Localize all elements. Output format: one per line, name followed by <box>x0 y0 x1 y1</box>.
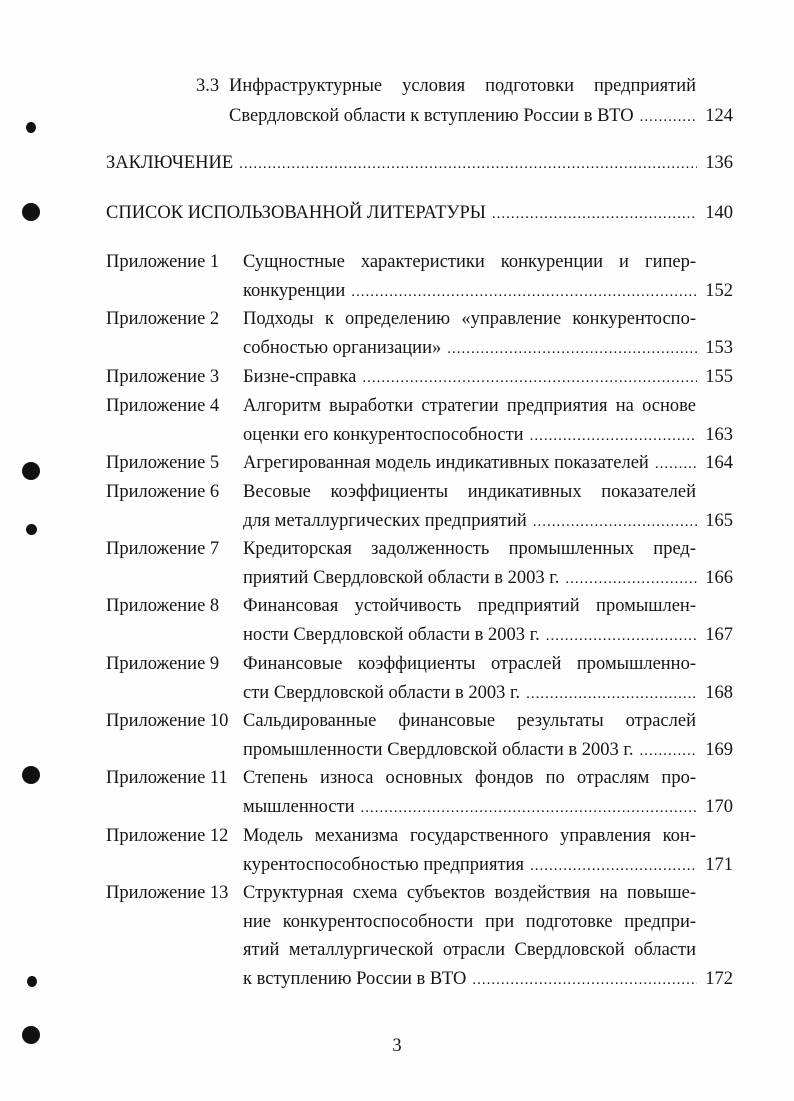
appendix-title-last-line <box>243 967 733 992</box>
appendix-title-last-line <box>243 795 733 820</box>
appendix-title-line: Кредиторская задолженность промышленных пред- <box>243 539 696 559</box>
appendix-label: Приложение 4 <box>106 396 220 416</box>
appendix-title-line: Весовые коэффициенты индикативных показателей <box>243 482 696 502</box>
toc-entry-text: к вступлению России в ВТО <box>243 968 467 989</box>
toc-page-number: 166 <box>705 567 733 588</box>
punch-hole <box>22 203 40 221</box>
toc-entry-text: промышленности Свердловской области в 2003 г. <box>243 739 634 760</box>
appendix-title-line: Сальдированные финансовые результаты отраслей <box>243 711 696 731</box>
toc-page-number: 140 <box>705 203 733 223</box>
dot-leader <box>546 624 697 648</box>
appendix-label: Приложение 11 <box>106 768 228 788</box>
toc-page-number: 124 <box>705 106 733 126</box>
appendix-label: Приложение 9 <box>106 654 220 674</box>
appendix-title-last-line <box>243 566 733 591</box>
toc-entry-text: конкуренции <box>243 280 346 301</box>
appendix-title-last-line <box>243 451 733 476</box>
punch-hole <box>22 766 40 784</box>
toc-page-number: 136 <box>705 153 733 173</box>
toc-page-number: 169 <box>705 739 733 760</box>
appendix-label: Приложение 1 <box>106 252 220 272</box>
toc-entry-text: мышленности <box>243 796 355 817</box>
toc-entry-text: Агрегированная модель индикативных показателей <box>243 453 649 473</box>
appendix-label: Приложение 13 <box>106 883 229 903</box>
toc-entry-3-3-line2 <box>229 104 733 129</box>
dot-leader <box>362 366 697 390</box>
dot-leader <box>565 567 697 591</box>
toc-entry-text: СПИСОК ИСПОЛЬЗОВАННОЙ ЛИТЕРАТУРЫ <box>106 203 486 223</box>
toc-page-number: 167 <box>705 624 733 645</box>
toc-entry-text: Бизне-справка <box>243 367 357 387</box>
toc-page-number: 165 <box>705 510 733 531</box>
appendix-title-line: Сущностные характеристики конкуренции и гипер- <box>243 252 696 272</box>
toc-entry-3-3-number: 3.3 <box>196 76 220 96</box>
toc-page-number: 168 <box>705 682 733 703</box>
appendix-label: Приложение 2 <box>106 309 220 329</box>
appendix-title-line: Степень износа основных фондов по отраслям про- <box>243 768 696 788</box>
punch-hole <box>22 462 40 480</box>
appendix-title-last-line <box>243 509 733 534</box>
appendix-title-last-line <box>243 365 733 390</box>
dot-leader <box>655 452 697 476</box>
appendix-title-last-line <box>243 336 733 361</box>
appendix-title-last-line <box>243 423 733 448</box>
appendix-label: Приложение 12 <box>106 826 229 846</box>
punch-hole-mark <box>26 524 37 535</box>
dot-leader <box>640 105 697 129</box>
dot-leader <box>472 968 697 992</box>
dot-leader <box>239 152 697 176</box>
dot-leader <box>447 337 697 361</box>
toc-page-number: 163 <box>705 424 733 445</box>
appendix-title-line: Финансовые коэффициенты отраслей промышленно- <box>243 654 696 674</box>
toc-page-number: 170 <box>705 796 733 817</box>
punch-hole-mark <box>26 122 36 133</box>
toc-entry-text: собностью организации» <box>243 337 442 358</box>
toc-entry-text: ности Свердловской области в 2003 г. <box>243 624 540 645</box>
appendix-title-last-line <box>243 279 733 304</box>
toc-entry-text: для металлургических предприятий <box>243 510 527 531</box>
dot-leader <box>526 682 697 706</box>
toc-page-number: 155 <box>705 367 733 387</box>
toc-entry-references <box>106 201 733 226</box>
toc-entry-text: курентоспособностью предприятия <box>243 854 524 875</box>
appendix-title-line: Алгоритм выработки стратегии предприятия на основе <box>243 396 696 416</box>
appendix-title-last-line <box>243 738 733 763</box>
toc-page-number: 153 <box>705 337 733 358</box>
dot-leader <box>530 854 697 878</box>
appendix-title-last-line <box>243 853 733 878</box>
appendix-label: Приложение 10 <box>106 711 229 731</box>
punch-hole-mark <box>27 976 37 987</box>
toc-entry-conclusion <box>106 151 733 176</box>
appendix-label: Приложение 6 <box>106 482 220 502</box>
appendix-title-line: Подходы к определению «управление конкурентоспо- <box>243 309 696 329</box>
toc-page-number: 172 <box>705 968 733 989</box>
appendix-label: Приложение 5 <box>106 453 220 473</box>
appendix-title-line: ятий металлургической отрасли Свердловской области <box>243 940 696 961</box>
toc-page-number: 171 <box>705 854 733 875</box>
appendix-title-line: ние конкурентоспособности при подготовке предпри- <box>243 911 696 932</box>
toc-entry-text: ЗАКЛЮЧЕНИЕ <box>106 153 234 173</box>
dot-leader <box>530 424 697 448</box>
appendix-label: Приложение 8 <box>106 596 220 616</box>
dot-leader <box>361 796 697 820</box>
toc-entry-text: Свердловской области к вступлению России в ВТО <box>229 106 634 126</box>
toc-entry-3-3-line1: Инфраструктурные условия подготовки предприятий <box>229 76 696 96</box>
appendix-title-line: Модель механизма государственного управления кон- <box>243 826 696 846</box>
appendix-title-line: Финансовая устойчивость предприятий промышлен- <box>243 596 696 616</box>
page-number: 3 <box>392 1036 402 1056</box>
appendix-title-last-line <box>243 623 733 648</box>
toc-page-number: 164 <box>705 453 733 473</box>
toc-page-number: 152 <box>705 280 733 301</box>
dot-leader <box>533 510 697 534</box>
toc-entry-text: приятий Свердловской области в 2003 г. <box>243 567 560 588</box>
dot-leader <box>640 739 697 763</box>
dot-leader <box>492 202 697 226</box>
toc-entry-text: оценки его конкурентоспособности <box>243 424 524 445</box>
appendix-title-line: Структурная схема субъектов воздействия на повыше- <box>243 883 696 903</box>
dot-leader <box>351 280 697 304</box>
appendix-label: Приложение 3 <box>106 367 220 387</box>
toc-entry-text: сти Свердловской области в 2003 г. <box>243 682 521 703</box>
appendix-label: Приложение 7 <box>106 539 220 559</box>
appendix-title-last-line <box>243 681 733 706</box>
